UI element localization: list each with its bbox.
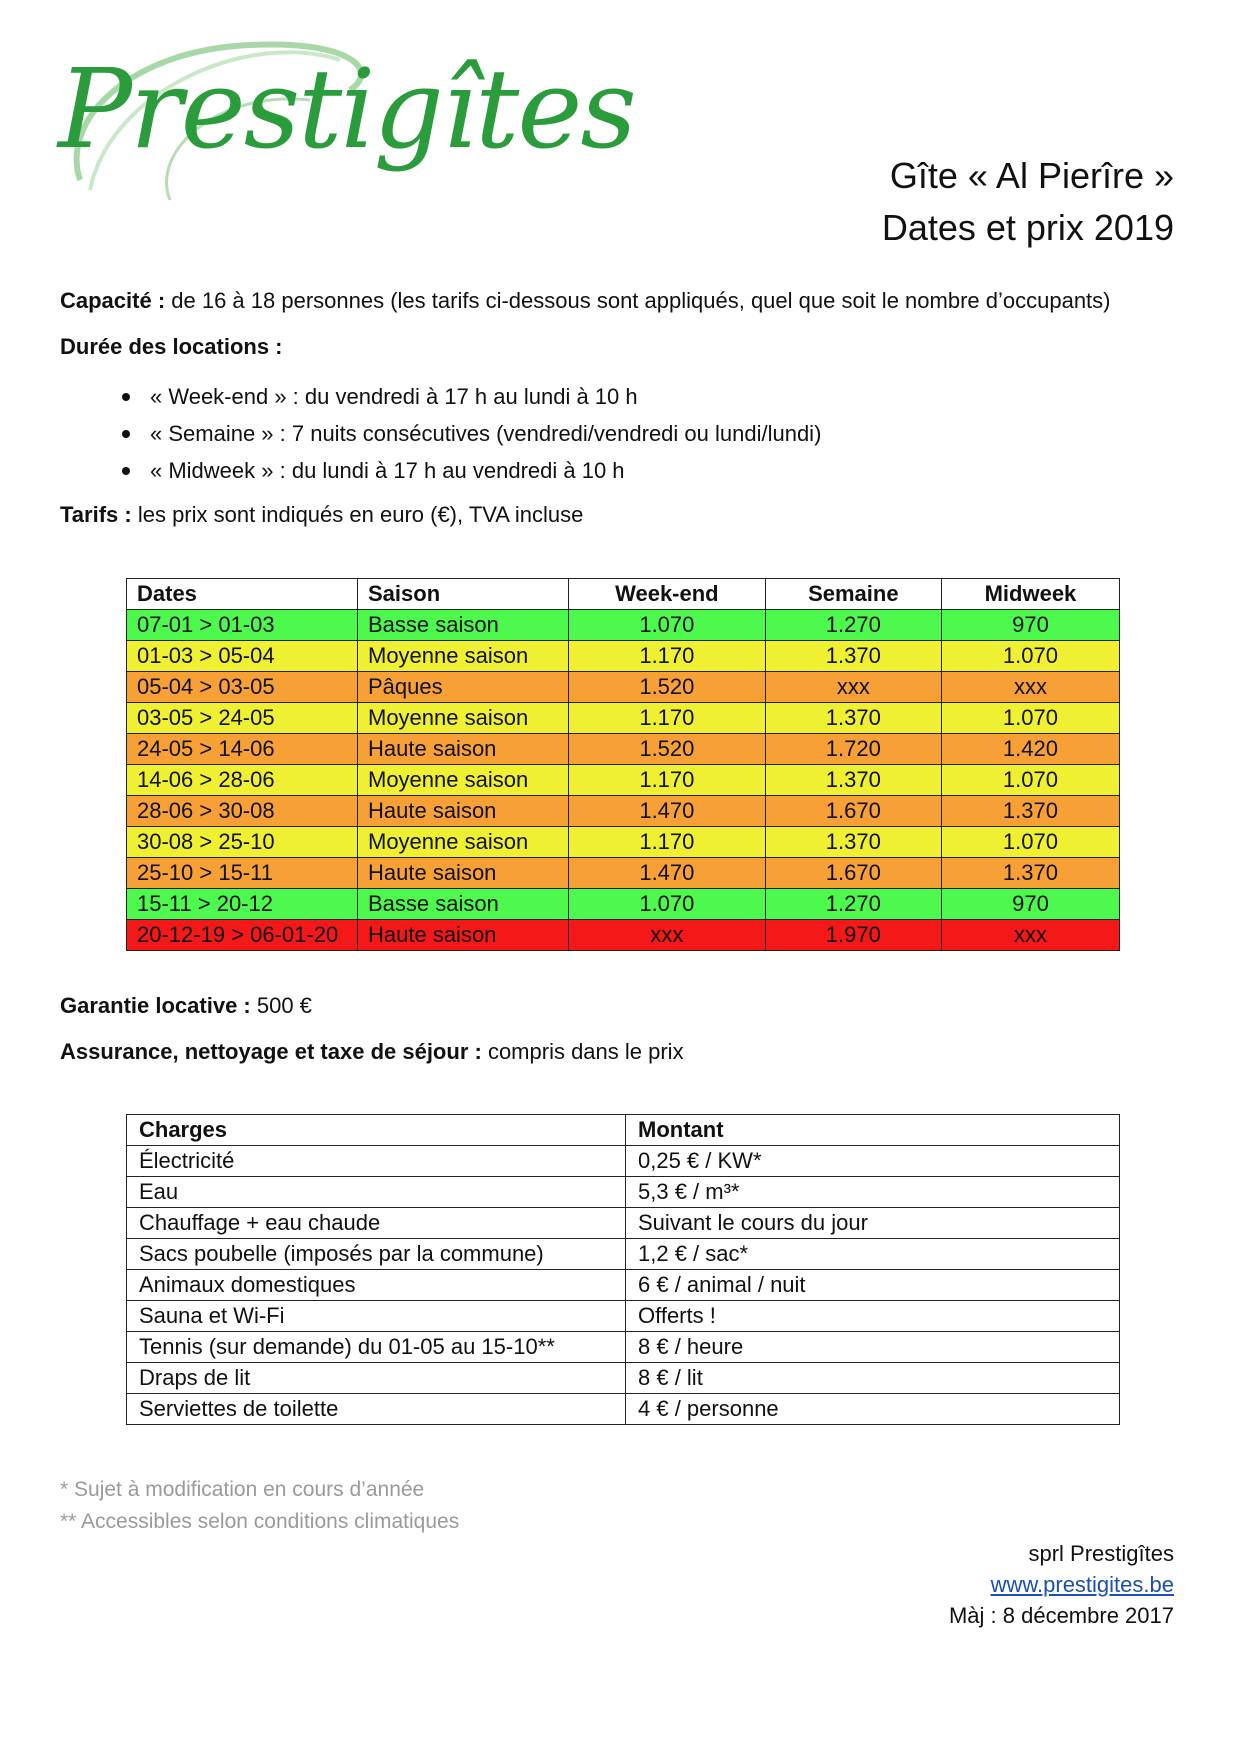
garantie-paragraph <box>60 993 312 1019</box>
semaine-price-cell: 1.370 <box>765 765 941 796</box>
table-row <box>127 1146 1120 1177</box>
assurance-label: Assurance, nettoyage et taxe de séjour : <box>60 1039 482 1064</box>
update-date: Màj : 8 décembre 2017 <box>948 1603 1174 1628</box>
footnote-1: * Sujet à modification en cours d’année <box>60 1478 425 1501</box>
weekend-price-cell: 1.520 <box>569 672 766 703</box>
semaine-price-cell: 1.370 <box>765 641 941 672</box>
table-row <box>127 1177 1120 1208</box>
charge-amount-cell: Offerts ! <box>626 1301 1120 1332</box>
midweek-price-cell: 1.070 <box>941 827 1119 858</box>
dates-cell: 15-11 > 20-12 <box>127 889 358 920</box>
semaine-price-cell: 1.970 <box>765 920 941 951</box>
title-line-1: Gîte « Al Pierîre » <box>889 155 1174 196</box>
table-row <box>127 1208 1120 1239</box>
list-item: « Week-end » : du vendredi à 17 h au lundi à 10 h <box>60 378 821 415</box>
prices-table <box>126 578 1120 951</box>
capacite-label: Capacité : <box>60 288 166 313</box>
table-row <box>127 1394 1120 1425</box>
garantie-label: Garantie locative : <box>60 993 251 1018</box>
midweek-price-cell: 1.370 <box>941 796 1119 827</box>
charge-item-cell: Eau <box>127 1177 626 1208</box>
semaine-price-cell: 1.720 <box>765 734 941 765</box>
charge-amount-cell: 4 € / personne <box>626 1394 1120 1425</box>
midweek-price-cell: 1.070 <box>941 703 1119 734</box>
weekend-price-cell: 1.070 <box>569 889 766 920</box>
midweek-price-cell: 970 <box>941 610 1119 641</box>
charge-item-cell: Serviettes de toilette <box>127 1394 626 1425</box>
table-row <box>127 1332 1120 1363</box>
table-row <box>127 765 1120 796</box>
charge-amount-cell: Suivant le cours du jour <box>626 1208 1120 1239</box>
title-line-2: Dates et prix 2019 <box>881 207 1174 248</box>
table-row <box>127 920 1120 951</box>
semaine-price-cell: 1.670 <box>765 858 941 889</box>
charge-item-cell: Draps de lit <box>127 1363 626 1394</box>
weekend-price-cell: xxx <box>569 920 766 951</box>
dates-cell: 07-01 > 01-03 <box>127 610 358 641</box>
tarifs-label: Tarifs : <box>60 502 132 527</box>
weekend-price-cell: 1.170 <box>569 765 766 796</box>
table-header-row <box>127 579 1120 610</box>
footnote-2: ** Accessibles selon conditions climatiques <box>60 1510 460 1533</box>
saison-cell: Basse saison <box>358 889 569 920</box>
charge-amount-cell: 6 € / animal / nuit <box>626 1270 1120 1301</box>
saison-cell: Moyenne saison <box>358 765 569 796</box>
column-header: Dates <box>127 579 358 610</box>
dates-cell: 30-08 > 25-10 <box>127 827 358 858</box>
charge-item-cell: Tennis (sur demande) du 01-05 au 15-10** <box>127 1332 626 1363</box>
semaine-price-cell: 1.370 <box>765 827 941 858</box>
bullet-icon <box>122 430 130 438</box>
dates-cell: 05-04 > 03-05 <box>127 672 358 703</box>
midweek-price-cell: 1.420 <box>941 734 1119 765</box>
table-row <box>127 1363 1120 1394</box>
charge-amount-cell: 0,25 € / KW* <box>626 1146 1120 1177</box>
dates-cell: 14-06 > 28-06 <box>127 765 358 796</box>
table-row <box>127 610 1120 641</box>
table-row <box>127 827 1120 858</box>
garantie-text: 500 € <box>250 993 312 1018</box>
midweek-price-cell: 1.070 <box>941 641 1119 672</box>
column-header: Week-end <box>569 579 766 610</box>
weekend-price-cell: 1.470 <box>569 796 766 827</box>
tarifs-text: les prix sont indiqués en euro (€), TVA incluse <box>131 502 584 527</box>
weekend-price-cell: 1.170 <box>569 827 766 858</box>
capacite-paragraph <box>60 288 1111 314</box>
saison-cell: Basse saison <box>358 610 569 641</box>
saison-cell: Haute saison <box>358 858 569 889</box>
table-row <box>127 1301 1120 1332</box>
saison-cell: Moyenne saison <box>358 827 569 858</box>
logo-wordmark: Prestigîtes <box>58 45 635 173</box>
table-row <box>127 1270 1120 1301</box>
table-row <box>127 641 1120 672</box>
dates-cell: 25-10 > 15-11 <box>127 858 358 889</box>
table-row <box>127 1239 1120 1270</box>
weekend-price-cell: 1.170 <box>569 703 766 734</box>
midweek-price-cell: xxx <box>941 920 1119 951</box>
charge-item-cell: Électricité <box>127 1146 626 1177</box>
dates-cell: 20-12-19 > 06-01-20 <box>127 920 358 951</box>
dates-cell: 28-06 > 30-08 <box>127 796 358 827</box>
duree-list <box>60 378 821 489</box>
charge-item-cell: Sacs poubelle (imposés par la commune) <box>127 1239 626 1270</box>
weekend-price-cell: 1.170 <box>569 641 766 672</box>
semaine-price-cell: 1.270 <box>765 610 941 641</box>
duree-label: Durée des locations : <box>60 334 283 359</box>
semaine-price-cell: xxx <box>765 672 941 703</box>
table-row <box>127 889 1120 920</box>
column-header: Saison <box>358 579 569 610</box>
saison-cell: Haute saison <box>358 920 569 951</box>
dates-cell: 24-05 > 14-06 <box>127 734 358 765</box>
column-header: Semaine <box>765 579 941 610</box>
charge-amount-cell: 8 € / heure <box>626 1332 1120 1363</box>
column-header: Midweek <box>941 579 1119 610</box>
column-header: Montant <box>626 1115 1120 1146</box>
charge-amount-cell: 5,3 € / m³* <box>626 1177 1120 1208</box>
table-row <box>127 703 1120 734</box>
charges-table <box>126 1114 1120 1425</box>
dates-cell: 01-03 > 05-04 <box>127 641 358 672</box>
charge-item-cell: Animaux domestiques <box>127 1270 626 1301</box>
assurance-text: compris dans le prix <box>481 1039 684 1064</box>
duree-paragraph <box>60 334 283 360</box>
midweek-price-cell: 970 <box>941 889 1119 920</box>
charge-item-cell: Sauna et Wi-Fi <box>127 1301 626 1332</box>
saison-cell: Haute saison <box>358 796 569 827</box>
saison-cell: Moyenne saison <box>358 641 569 672</box>
dates-cell: 03-05 > 24-05 <box>127 703 358 734</box>
list-item: « Midweek » : du lundi à 17 h au vendredi à 10 h <box>60 452 821 489</box>
semaine-price-cell: 1.670 <box>765 796 941 827</box>
page-title <box>882 150 1174 254</box>
charge-amount-cell: 1,2 € / sac* <box>626 1239 1120 1270</box>
weekend-price-cell: 1.520 <box>569 734 766 765</box>
weekend-price-cell: 1.470 <box>569 858 766 889</box>
footer <box>949 1538 1174 1631</box>
charge-amount-cell: 8 € / lit <box>626 1363 1120 1394</box>
table-row <box>127 796 1120 827</box>
column-header: Charges <box>127 1115 626 1146</box>
midweek-price-cell: 1.370 <box>941 858 1119 889</box>
saison-cell: Moyenne saison <box>358 703 569 734</box>
bullet-icon <box>122 393 130 401</box>
company-name: sprl Prestigîtes <box>1028 1541 1174 1566</box>
table-row <box>127 672 1120 703</box>
assurance-paragraph <box>60 1039 684 1065</box>
list-item: « Semaine » : 7 nuits consécutives (vendredi/vendredi ou lundi/lundi) <box>60 415 821 452</box>
saison-cell: Pâques <box>358 672 569 703</box>
weekend-price-cell: 1.070 <box>569 610 766 641</box>
bullet-icon <box>122 467 130 475</box>
table-row <box>127 734 1120 765</box>
tarifs-paragraph <box>60 502 583 528</box>
table-row <box>127 858 1120 889</box>
saison-cell: Haute saison <box>358 734 569 765</box>
midweek-price-cell: xxx <box>941 672 1119 703</box>
website-link[interactable]: www.prestigites.be <box>990 1572 1174 1597</box>
midweek-price-cell: 1.070 <box>941 765 1119 796</box>
semaine-price-cell: 1.270 <box>765 889 941 920</box>
table-header-row <box>127 1115 1120 1146</box>
semaine-price-cell: 1.370 <box>765 703 941 734</box>
capacite-text: de 16 à 18 personnes (les tarifs ci-dessous sont appliqués, quel que soit le nombre d’occupants) <box>165 288 1111 313</box>
charge-item-cell: Chauffage + eau chaude <box>127 1208 626 1239</box>
